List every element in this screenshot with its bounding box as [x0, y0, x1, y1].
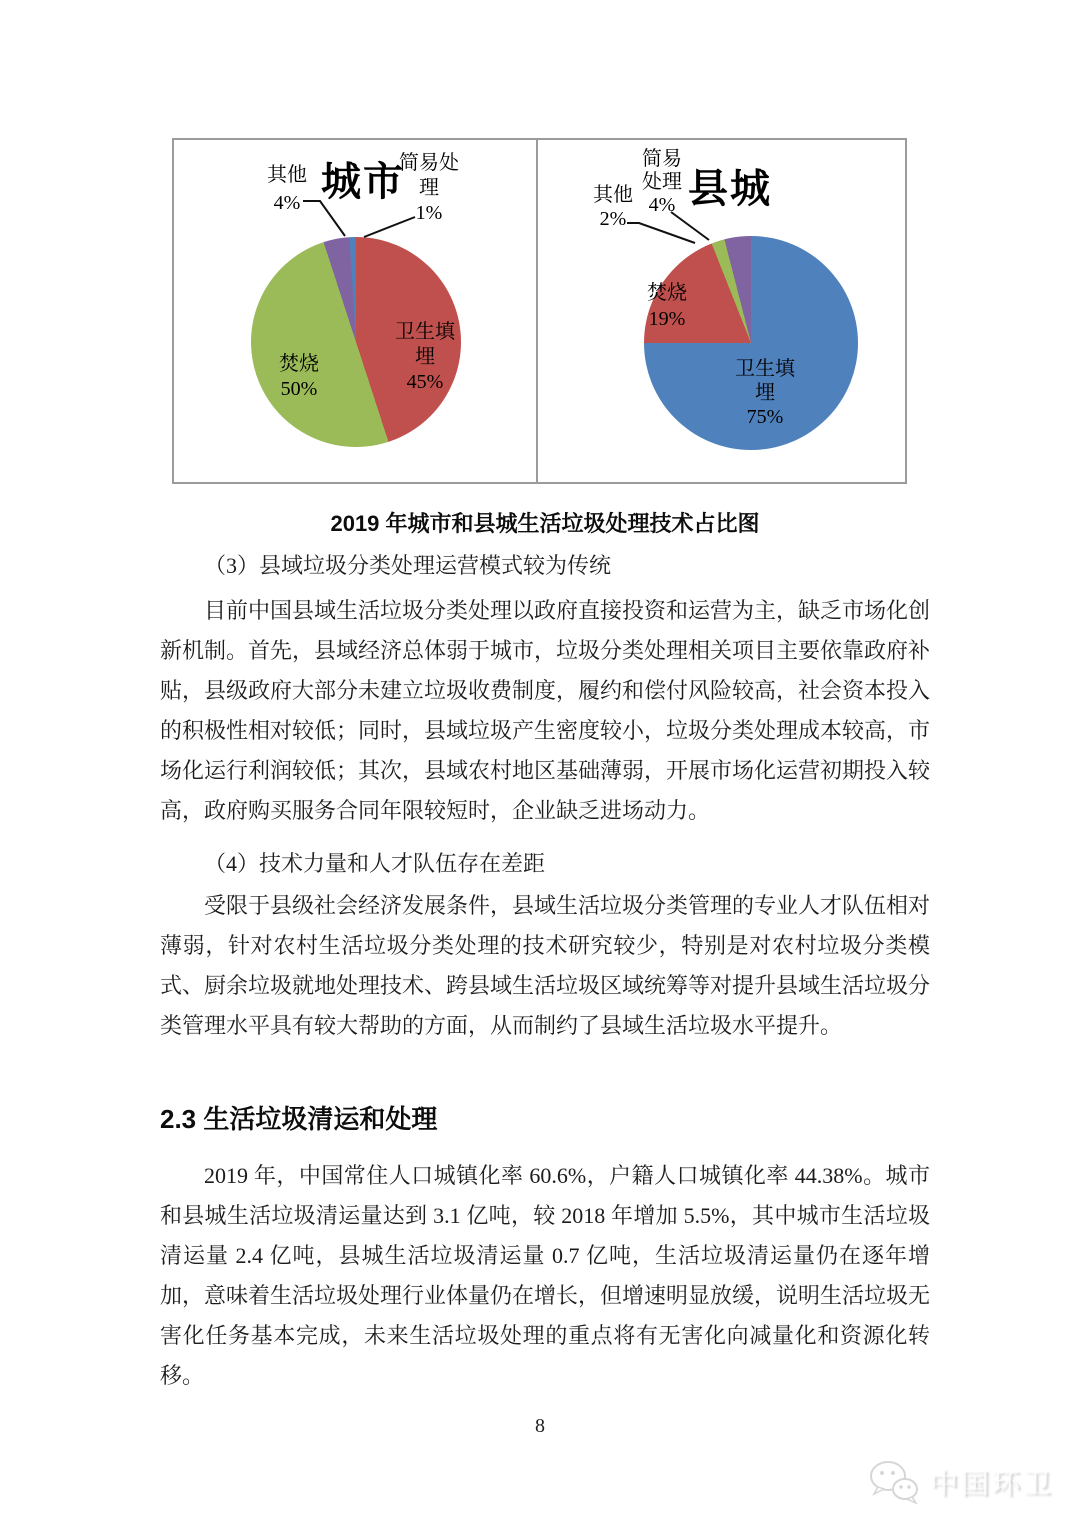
pie-label-landfill: 卫生填埋 45% — [395, 321, 455, 393]
item-3-heading: （3）县域垃圾分类处理运营模式较为传统 — [204, 553, 612, 578]
pie-label-simple: 简易处理 4% — [642, 148, 682, 216]
pie-label-other: 其他 2% — [593, 184, 633, 230]
paragraph-4: 受限于县级社会经济发展条件，县域生活垃圾分类管理的专业人才队伍相对薄弱，针对农村生活垃圾分类处理的技术研究较少，特别是对农村垃圾分类模式、厨余垃圾就地处理技术、跨县域生活垃圾区域统筹等对提升县域生活垃圾分类管理水平具有较大帮助的方面，从而制约了县域生活垃圾水平提升。 — [160, 893, 931, 1038]
page-number: 8 — [535, 1415, 545, 1437]
section-2-3-heading: 2.3 生活垃圾清运和处理 — [160, 1104, 438, 1134]
leader-line-other — [627, 223, 695, 243]
figure-caption: 2019 年城市和县城生活垃圾处理技术占比图 — [330, 511, 760, 536]
paragraph-2-3: 2019 年，中国常住人口城镇化率 60.6%，户籍人口城镇化率 44.38%。城市和县城生活垃圾清运量达到 3.1 亿吨，较 2018 年增加 5.5%，其中城市生活垃圾清运量 2.4 亿吨，县城生活垃圾清运量 0.7 亿吨，生活垃圾清运量仍在逐年增加，意味着生活垃圾处理行业体量仍在增长，但增速明显放缓，说明生活垃圾无害化任务基本完成，未来生活垃圾处理的重点将有无害化向减量化和资源化转移。 — [160, 1163, 931, 1388]
pie-chart-city — [174, 140, 538, 482]
pie-label-other: 其他 4% — [267, 164, 307, 214]
watermark-text: 中国环卫 — [929, 1468, 1054, 1499]
item-4-heading: （4）技术力量和人才队伍存在差距 — [204, 851, 546, 876]
pie-label-incineration: 焚烧 19% — [647, 282, 687, 330]
paragraph-3: 目前中国县域生活垃圾分类处理以政府直接投资和运营为主，缺乏市场化创新机制。首先，县域经济总体弱于城市，垃圾分类处理相关项目主要依靠政府补贴，县级政府大部分未建立垃圾收费制度，履约和偿付风险较高，社会资本投入的积极性相对较低；同时，县域垃圾产生密度较小，垃圾分类处理成本较高，市场化运行利润较低；其次，县域农村地区基础薄弱，开展市场化运营初期投入较高，政府购买服务合同年限较短时，企业缺乏进场动力。 — [160, 598, 931, 823]
figure-pie-charts — [172, 138, 907, 484]
pie-chart-county — [538, 140, 905, 482]
pie-label-incineration: 焚烧 50% — [279, 353, 319, 400]
pie-title-city: 城市 — [321, 160, 405, 204]
pie-label-landfill: 卫生填埋 75% — [735, 358, 795, 428]
pie-label-simple: 简易处理 1% — [399, 152, 459, 224]
wechat-icon — [868, 1460, 920, 1504]
pie-title-county: 县城 — [688, 167, 772, 211]
watermark — [868, 1460, 1054, 1504]
